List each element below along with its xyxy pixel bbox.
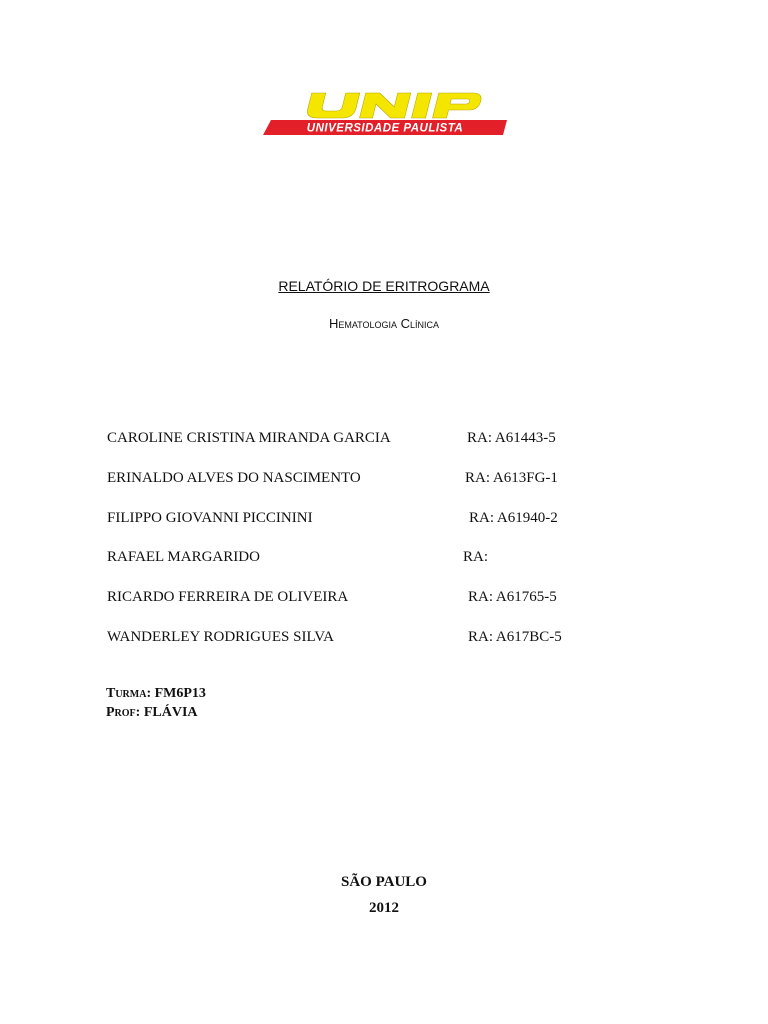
student-name: CAROLINE CRISTINA MIRANDA GARCIA: [107, 430, 391, 446]
student-name: RAFAEL MARGARIDO: [107, 549, 260, 565]
student-name: WANDERLEY RODRIGUES SILVA: [107, 629, 334, 645]
student-ra: RA: A61765-5: [468, 589, 557, 605]
prof-line: [106, 705, 198, 721]
turma-value: FM6P13: [154, 686, 206, 701]
student-ra: RA:: [463, 549, 489, 565]
student-ra: RA: A61940-2: [469, 510, 558, 526]
prof-label: Prof:: [106, 705, 141, 720]
prof-value: FLÁVIA: [143, 705, 198, 720]
unip-logo: [263, 88, 509, 138]
student-ra: RA: A617BC-5: [468, 629, 562, 645]
student-ra: RA: A613FG-1: [465, 470, 558, 486]
report-subtitle: Hematologia Clínica: [328, 316, 440, 331]
student-ra: RA: A61443-5: [467, 430, 556, 446]
year: 2012: [369, 900, 399, 916]
student-name: RICARDO FERREIRA DE OLIVEIRA: [107, 589, 349, 605]
turma-label: Turma:: [106, 686, 152, 701]
turma-line: [106, 686, 206, 702]
report-title: RELATÓRIO DE ERITROGRAMA: [278, 278, 490, 294]
city: SÃO PAULO: [341, 874, 427, 890]
student-name: ERINALDO ALVES DO NASCIMENTO: [107, 470, 361, 486]
logo-tagline: UNIVERSIDADE PAULISTA: [306, 122, 464, 135]
student-name: FILIPPO GIOVANNI PICCININI: [107, 510, 313, 526]
